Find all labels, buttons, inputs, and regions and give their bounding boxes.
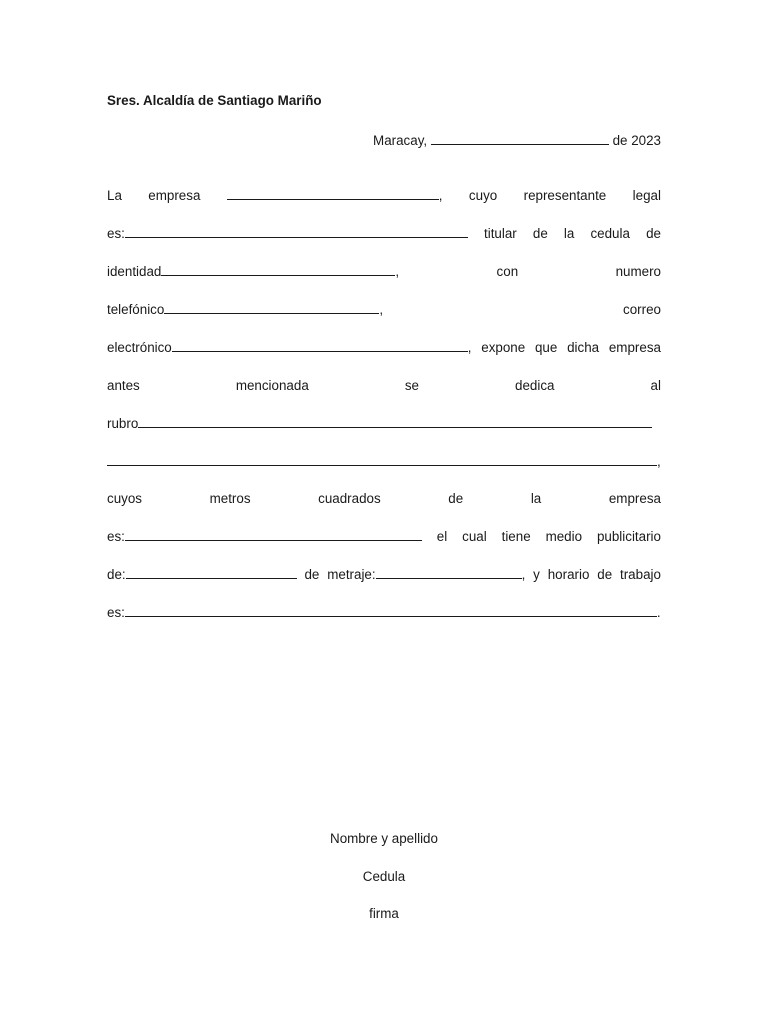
punct: , — [657, 454, 661, 469]
word: con — [496, 264, 519, 279]
signature-id: Cedula — [362, 869, 406, 884]
punct: , — [438, 188, 443, 203]
word: cedula — [590, 226, 630, 241]
word: horario — [547, 567, 590, 582]
date-blank[interactable] — [431, 131, 609, 145]
body-line-5 — [107, 338, 661, 358]
word: medio — [545, 529, 583, 544]
word: rubro — [107, 416, 139, 431]
body-line-10 — [107, 527, 661, 547]
schedule-field — [107, 603, 661, 623]
word: La — [107, 188, 122, 203]
id-blank[interactable] — [161, 262, 395, 276]
area-field — [107, 527, 422, 547]
id-field — [107, 262, 399, 282]
addressee-heading: Sres. Alcaldía de Santiago Mariño — [107, 93, 322, 108]
word: de — [304, 567, 320, 582]
word: se — [404, 378, 419, 393]
word: expone — [481, 340, 526, 355]
word: metraje: — [327, 567, 376, 582]
word: cual — [462, 529, 487, 544]
word: es: — [107, 605, 125, 620]
schedule-blank[interactable] — [125, 603, 657, 617]
signature-name: Nombre y apellido — [330, 831, 438, 846]
word: cuadrados — [318, 491, 381, 506]
word: y — [533, 567, 540, 582]
word: la — [563, 226, 575, 241]
punct: , — [521, 567, 526, 582]
punct: , — [379, 302, 384, 317]
signature-sign: firma — [369, 906, 399, 921]
word: que — [534, 340, 558, 355]
business-blank-2[interactable] — [107, 452, 657, 466]
email-field — [107, 338, 472, 358]
company-field — [227, 186, 443, 206]
date-prefix: Maracay, — [373, 133, 428, 148]
body-line-2 — [107, 224, 661, 244]
size-blank[interactable] — [376, 565, 522, 579]
word: de: — [107, 567, 126, 582]
business-blank-1[interactable] — [138, 414, 652, 428]
word: electrónico — [107, 340, 172, 355]
word: de — [646, 226, 661, 241]
advertising-field — [107, 565, 297, 585]
word: titular — [484, 226, 517, 241]
date-suffix: de 2023 — [612, 133, 661, 148]
word: el — [436, 529, 448, 544]
business-field — [107, 414, 652, 434]
body-line-4 — [107, 300, 661, 320]
punct: . — [656, 605, 661, 620]
body-line-12 — [107, 603, 661, 623]
word: mencionada — [235, 378, 309, 393]
phone-blank[interactable] — [164, 300, 379, 314]
punct: , — [395, 264, 400, 279]
punct: , — [467, 340, 472, 355]
word: al — [650, 378, 661, 393]
word: la — [530, 491, 542, 506]
body-line-8 — [107, 452, 661, 472]
body-line-11 — [107, 565, 661, 585]
word: de — [532, 226, 548, 241]
size-field — [327, 565, 525, 585]
phone-field — [107, 300, 383, 320]
company-blank[interactable] — [227, 186, 439, 200]
word: tiene — [501, 529, 531, 544]
word: correo — [623, 302, 661, 317]
word: cuyo — [468, 188, 498, 203]
body-line-6 — [107, 376, 661, 396]
word: empresa — [148, 188, 201, 203]
word: antes — [107, 378, 140, 393]
word: trabajo — [620, 567, 661, 582]
word: numero — [615, 264, 661, 279]
word: representante — [523, 188, 607, 203]
word: dicha — [567, 340, 600, 355]
word: legal — [632, 188, 661, 203]
word: es: — [107, 226, 125, 241]
word: metros — [209, 491, 251, 506]
word: empresa — [608, 340, 661, 355]
word: identidad — [107, 264, 162, 279]
representative-blank[interactable] — [125, 224, 468, 238]
body-line-7 — [107, 414, 661, 434]
word: de — [448, 491, 464, 506]
date-line — [107, 131, 661, 148]
email-blank[interactable] — [172, 338, 468, 352]
word: publicitario — [596, 529, 661, 544]
word: es: — [107, 529, 125, 544]
word: telefónico — [107, 302, 165, 317]
area-blank[interactable] — [125, 527, 422, 541]
body-line-1 — [107, 186, 661, 206]
business-continued-field — [107, 452, 661, 472]
body-line-9 — [107, 489, 661, 509]
advertising-blank[interactable] — [126, 565, 297, 579]
representative-field — [107, 224, 468, 244]
word: empresa — [608, 491, 661, 506]
word: cuyos — [107, 491, 142, 506]
body-line-3 — [107, 262, 661, 282]
word: de — [597, 567, 613, 582]
word: dedica — [515, 378, 555, 393]
